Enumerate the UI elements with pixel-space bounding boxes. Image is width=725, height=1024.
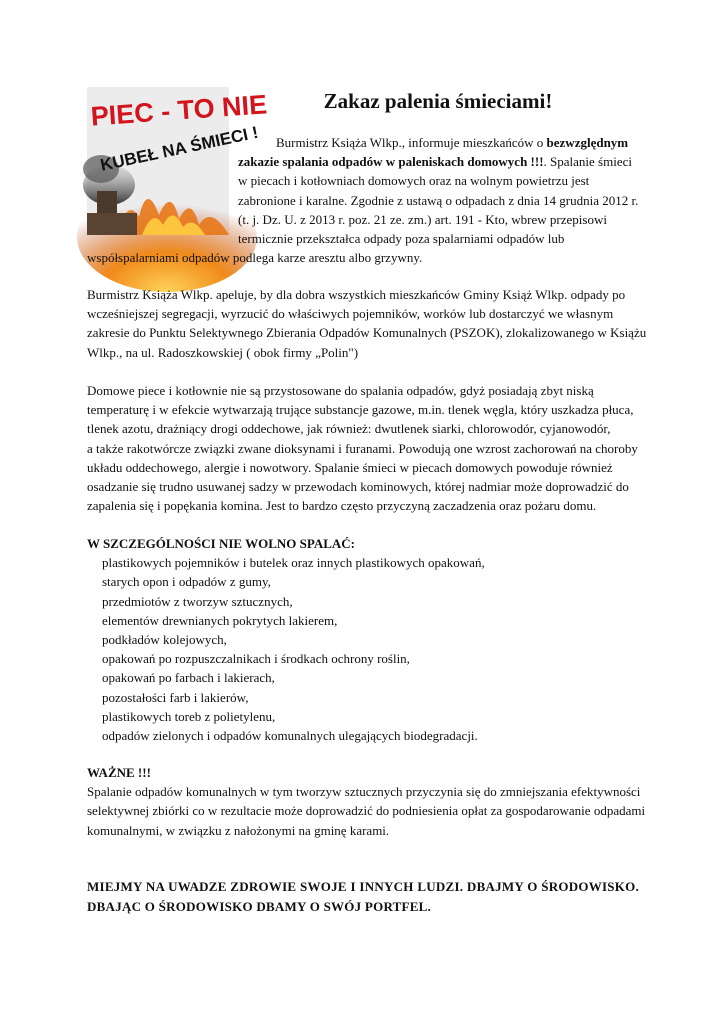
list-item: podkładów kolejowych, (102, 632, 227, 648)
closing-statement (87, 877, 639, 917)
health-line: tlenek azotu, drażniący drogi oddechowe, jak również: dwutlenek siarki, chlorowodór, cyjanowodór, (87, 421, 611, 437)
list-item: pozostałości farb i lakierów, (102, 689, 249, 705)
list-item: przedmiotów z tworzyw sztucznych, (102, 593, 293, 609)
list-item: elementów drewnianych pokrytych lakierem, (102, 612, 338, 628)
list-item: opakowań po rozpuszczalnikach i środkach ochrony roślin, (102, 651, 410, 667)
health-paragraph (87, 381, 639, 515)
important-heading: WAŻNE !!! (87, 765, 151, 780)
poster-headline: PIEC - TO NIE (89, 89, 268, 132)
health-line: temperaturę i w efekcie wytwarzają trujące substancje gazowe, m.in. tlenek węgla, który uszkadza płuca, (87, 402, 634, 418)
intro-text: Burmistrz Książa Wlkp., informuje mieszkańców o (276, 135, 547, 150)
intro-line: zabronione i karalne. Zgodnie z ustawą o odpadach z dnia 14 grudnia 2012 r. (238, 192, 639, 208)
important-line: komunalnymi, w związku z nałożonymi na gminę karami. (87, 822, 390, 838)
intro-bold-text: bezwzględnym (546, 135, 629, 150)
intro-line: współspalarniami odpadów podlega karze aresztu albo grzywny. (87, 250, 423, 266)
intro-text: . Spalanie śmieci (543, 154, 632, 170)
list-item: starych opon i odpadów z gumy, (102, 574, 271, 590)
health-line: zapalenia się i popękania komina. Jest to bardzo często przyczyną zaczadzenia oraz pożaru domu. (87, 498, 597, 514)
forbidden-list (87, 553, 639, 745)
list-item: opakowań po farbach i lakierach, (102, 670, 275, 686)
forbidden-section (87, 534, 639, 745)
health-line: Domowe piece i kotłownie nie są przystosowane do spalania odpadów, gdyż posiadają zbyt niską (87, 383, 594, 398)
poster-subline: KUBEŁ NA ŚMIECI ! (98, 122, 260, 175)
important-line: Spalanie odpadów komunalnych w tym tworzyw sztucznych przyczynia się do zmniejszania efektywności (87, 784, 641, 800)
health-line: osadzanie się trudno usuwanej sadzy w przewodach kominowych, której nadmiar może doprowadzić do (87, 479, 629, 495)
intro-line (87, 152, 639, 171)
appeal-line: Wlkp., na ul. Radoszkowskiej ( obok firmy „Polin") (87, 344, 359, 360)
health-line: układu oddechowego, alergie i nowotwory. Spalanie śmieci w piecach domowych powoduje również (87, 459, 613, 475)
health-line: a także rakotwórcze związki zwane dioksynami i furanami. Powodują one wzrost zachorowań na choroby (87, 440, 638, 456)
important-line: selektywnej zbiórki co w rezultacie może doprowadzić do podniesienia opłat za gospodarowanie odpadami (87, 803, 646, 819)
page-title: Zakaz palenia śmieciami! (323, 89, 553, 113)
list-item: odpadów zielonych i odpadów komunalnych ulegających biodegradacji. (102, 728, 478, 744)
appeal-line: zakresie do Punktu Selektywnego Zbierania Odpadów Komunalnych (PSZOK), zlokalizowanego w Książu (87, 325, 647, 341)
intro-paragraph (87, 133, 639, 267)
closing-line: DBAJĄC O ŚRODOWISKO DBAMY O SWÓJ PORTFEL. (87, 899, 432, 914)
intro-line (87, 133, 639, 152)
intro-line: w piecach i kotłowniach domowych oraz na wolnym powietrzu jest (238, 173, 590, 189)
intro-line: (t. j. Dz. U. z 2013 r. poz. 21 ze. zm.) art. 191 - Kto, wbrew przepisowi (238, 211, 607, 227)
closing-line: MIEJMY NA UWADZE ZDROWIE SWOJE I INNYCH LUDZI. DBAJMY O ŚRODOWISKO. (87, 879, 639, 894)
appeal-line: wcześniejszej segregacji, wyrzucić do właściwych pojemników, worków lub dostarczyć we własnym (87, 306, 614, 322)
list-item: plastikowych toreb z polietylenu, (102, 708, 276, 724)
list-item: plastikowych pojemników i butelek oraz innych plastikowych opakowań, (102, 555, 485, 571)
intro-bold-text: zakazie spalania odpadów w paleniskach domowych !!! (238, 154, 544, 170)
forbidden-heading: W SZCZEGÓLNOŚCI NIE WOLNO SPALAĆ: (87, 536, 356, 551)
appeal-paragraph (87, 285, 647, 362)
appeal-line: Burmistrz Książa Wlkp. apeluje, by dla dobra wszystkich mieszkańców Gminy Książ Wlkp. odpady po (87, 287, 626, 302)
intro-line: termicznie przekształca odpady poza spalarniami odpadów lub (238, 231, 565, 247)
important-section (87, 763, 646, 840)
